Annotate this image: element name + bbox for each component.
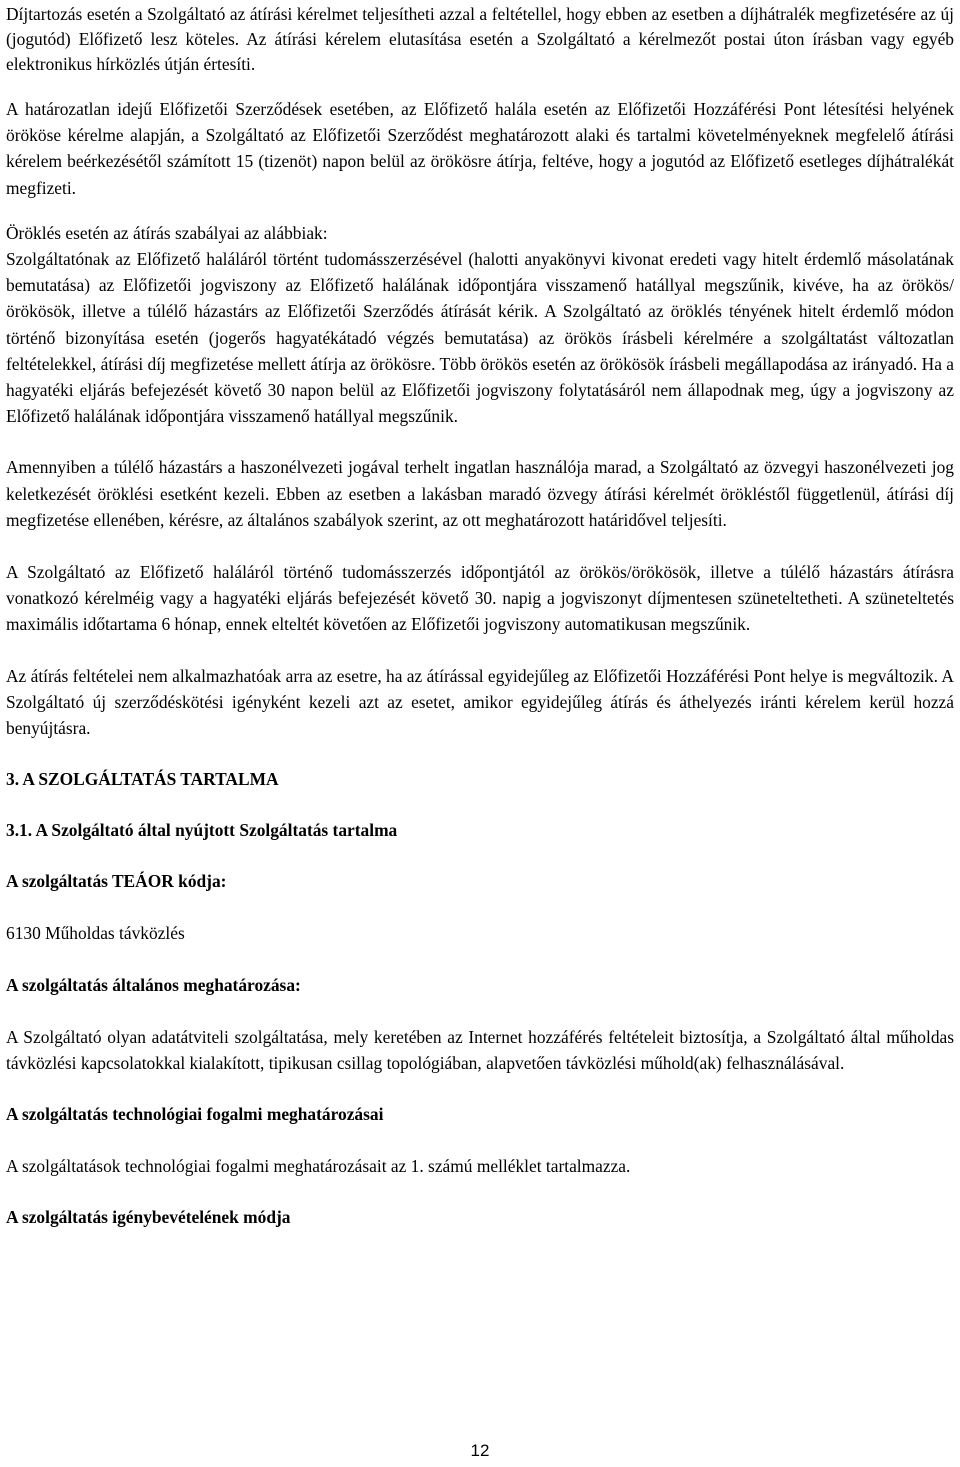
general-definition-label: A szolgáltatás általános meghatározása: bbox=[6, 975, 301, 996]
technology-definitions-label: A szolgáltatás technológiai fogalmi meghatározásai bbox=[6, 1104, 384, 1125]
teaor-label: A szolgáltatás TEÁOR kódja: bbox=[6, 871, 227, 892]
technology-definitions-text: A szolgáltatások technológiai fogalmi meghatározásait az 1. számú melléklet tartalmazza. bbox=[6, 1156, 631, 1177]
subsection-heading: 3.1. A Szolgáltató által nyújtott Szolgáltatás tartalma bbox=[6, 820, 398, 841]
teaor-value: 6130 Műholdas távközlés bbox=[6, 923, 185, 944]
inheritance-rules-intro: Öröklés esetén az átírás szabályai az alábbiak: bbox=[6, 222, 328, 243]
usage-mode-label: A szolgáltatás igénybevételének módja bbox=[6, 1207, 291, 1228]
paragraph-relocation: Az átírás feltételei nem alkalmazhatóak arra az esetre, ha az átírással egyidejűleg az Előfizetői Hozzáférési Pont helye is megváltozik. A Szolgáltató új szerződéskötési igényként kezeli azt az esetet, amikor egyidejűleg átírás és áthelyezés iránti kérelem kerül hozzá benyújtásra. bbox=[6, 665, 954, 739]
paragraph-debt-transfer: Díjtartozás esetén a Szolgáltató az átírási kérelmet teljesítheti azzal a feltétellel, hogy ebben az esetben a díjhátralék megfizetésére az új (jogutód) Előfizető lesz köteles. Az átírási kérelem elutasítása esetén a Szolgáltató a kérelmezőt postai úton írásban vagy egyéb elektronikus hírközlés útján értesíti. bbox=[6, 4, 954, 74]
section-heading: 3. A SZOLGÁLTATÁS TARTALMA bbox=[6, 769, 279, 790]
document-page bbox=[6, 0, 954, 1230]
page-number: 12 bbox=[470, 1441, 490, 1460]
inheritance-rules-body: Szolgáltatónak az Előfizető haláláról történt tudomásszerzésével (halotti anyakönyvi kivonat eredeti vagy hitelt érdemlő másolatának bemutatása) az Előfizetői jogviszony az Előfizető halálának időpontjára visszamenő hatállyal megszűnik, kivéve, ha az örökös/örökösök, illetve a túlélő házastárs az Előfizetői Szerződés átírását kérik. A Szolgáltató az öröklés tényének hitelt érdemlő módon történő bizonyítása esetén (jogerős hagyatékátadó végzés bemutatása) az örökös írásbeli kérelmére a szolgáltatást változatlan feltételekkel, átírási díj megfizetése mellett átírja az örökösre. Több örökös esetén az örökösök írásbeli megállapodása az irányadó. Ha a hagyatéki eljárás befejezését követő 30 napon belül az Előfizetői jogviszony folytatásáról nem állapodnak meg, úgy a jogviszony az Előfizető halálának időpontjára visszamenő hatállyal megszűnik. bbox=[6, 249, 954, 427]
paragraph-surviving-spouse: Amennyiben a túlélő házastárs a haszonélvezeti jogával terhelt ingatlan használója marad, a Szolgáltató az özvegyi haszonélvezeti jog keletkezését öröklési esetként kezeli. Ebben az esetben a lakásban maradó özvegy átírási kérelmét örökléstől függetlenül, átírási díj megfizetése ellenében, kérésre, az általános szabályok szerint, az ott meghatározott határidővel teljesíti. bbox=[6, 457, 954, 530]
general-definition-text: A Szolgáltató olyan adatátviteli szolgáltatása, mely keretében az Internet hozzáférés feltételeit biztosítja, a Szolgáltató által műholdas távközlési kapcsolatokkal kialakított, tipikusan csillag topológiában, alapvetően távközlési műhold(ak) felhasználásával. bbox=[6, 1027, 954, 1074]
paragraph-inheritance-rules bbox=[6, 220, 954, 430]
paragraph-suspension: A Szolgáltató az Előfizető haláláról történő tudomásszerzés időpontjától az örökös/örökösök, illetve a túlélő házastárs átírásra vonatkozó kérelméig vagy a hagyatéki eljárás befejezését követő 30. napig a jogviszonyt díjmentesen szüneteltetheti. A szüneteltetés maximális időtartama 6 hónap, ennek elteltét követően az Előfizetői jogviszony automatikusan megszűnik. bbox=[6, 562, 954, 635]
paragraph-indefinite-contracts: A határozatlan idejű Előfizetői Szerződések esetében, az Előfizető halála esetén az Előfizetői Hozzáférési Pont létesítési helyének örököse kérelme alapján, a Szolgáltató az Előfizetői Szerződést meghatározott alaki és tartalmi követelményeknek megfelelő átírási kérelem beérkezésétől számított 15 (tizenöt) napon belül az örökösre átírja, feltéve, hogy a jogutód az Előfizető esetleges díjhátralékát megfizeti. bbox=[6, 99, 954, 198]
